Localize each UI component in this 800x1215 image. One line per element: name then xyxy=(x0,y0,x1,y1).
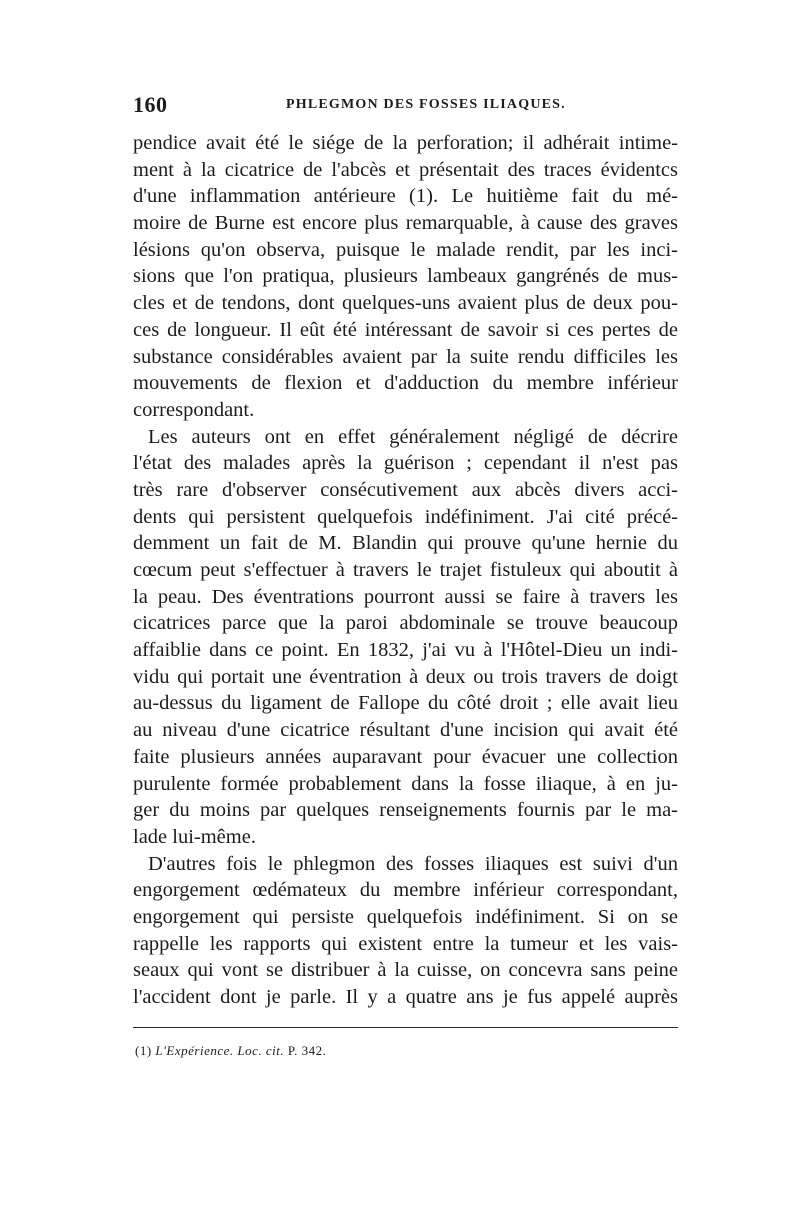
body-text xyxy=(133,130,678,1011)
text-line: pendice avait été le siége de la perforation; il adhérait intime- xyxy=(133,132,678,154)
text-line: engorgement qui persiste quelquefois indéfiniment. Si on se xyxy=(133,905,678,928)
text-line: purulente formée probablement dans la fosse iliaque, à en ju- xyxy=(133,772,678,795)
text-line: seaux qui vont se distribuer à la cuisse, on concevra sans peine xyxy=(133,959,678,982)
text-line: ces de longueur. Il eût été intéressant de savoir si ces pertes de xyxy=(133,318,678,341)
text-line: correspondant. xyxy=(133,398,255,421)
text-line: demment un fait de M. Blandin qui prouve qu'une hernie du xyxy=(133,532,678,555)
text-line: substance considérables avaient par la suite rendu difficiles les xyxy=(133,345,678,368)
text-line: lésions qu'on observa, puisque le malade rendit, par les inci- xyxy=(133,238,678,261)
footnote-source: L'Expérience. Loc. cit. xyxy=(155,1043,285,1058)
text-line: lade lui-même. xyxy=(133,825,256,848)
text-line: cles et de tendons, dont quelques-uns avaient plus de deux pou- xyxy=(133,292,678,315)
text-line: vidu qui portait une éventration à deux ou trois travers de doigt xyxy=(133,665,678,688)
footnote-page-ref: P. 342. xyxy=(287,1043,327,1058)
footnote xyxy=(135,1043,326,1059)
text-line: affaiblie dans ce point. En 1832, j'ai vu à l'Hôtel-Dieu un indi- xyxy=(133,639,678,662)
running-title: PHLEGMON DES FOSSES ILIAQUES. xyxy=(286,97,566,112)
footnote-rule xyxy=(133,1027,678,1028)
text-line: cœcum peut s'effectuer à travers le trajet fistuleux qui aboutit à xyxy=(133,559,678,581)
text-line: l'état des malades après la guérison ; cependant il n'est pas xyxy=(133,452,678,475)
running-head xyxy=(133,92,678,118)
text-line: ger du moins par quelques renseignements fournis par le ma- xyxy=(133,799,678,822)
text-line: moire de Burne est encore plus remarquable, à cause des graves xyxy=(133,212,678,235)
text-line: au-dessus du ligament de Fallope du côté droit ; elle avait lieu xyxy=(133,692,678,715)
text-line: au niveau d'une cicatrice résultant d'une incision qui avait été xyxy=(133,719,678,742)
text-line: rappelle les rapports qui existent entre la tumeur et les vais- xyxy=(133,932,678,955)
text-line: ment à la cicatrice de l'abcès et présentait des traces évidentcs xyxy=(133,158,678,181)
footnote-marker: (1) xyxy=(135,1043,152,1058)
text-line: sions que l'on pratiqua, plusieurs lambeaux gangrénés de mus- xyxy=(133,265,678,288)
text-line: cicatrices parce que la paroi abdominale se trouve beaucoup xyxy=(133,612,678,635)
text-line: très rare d'observer consécutivement aux abcès divers acci- xyxy=(133,478,678,501)
text-line: mouvements de flexion et d'adduction du membre inférieur xyxy=(133,372,678,395)
text-line: la peau. Des éventrations pourront aussi se faire à travers les xyxy=(133,585,678,608)
text-line: l'accident dont je parle. Il y a quatre ans je fus appelé auprès xyxy=(133,986,678,1008)
page-number: 160 xyxy=(133,92,168,117)
text-line: engorgement œdémateux du membre inférieur correspondant, xyxy=(133,879,678,902)
text-line: dents qui persistent quelquefois indéfiniment. J'ai cité précé- xyxy=(133,505,678,528)
text-line: d'une inflammation antérieure (1). Le huitième fait du mé- xyxy=(133,185,678,208)
text-line: faite plusieurs années auparavant pour évacuer une collection xyxy=(133,745,678,768)
text-line: D'autres fois le phlegmon des fosses iliaques est suivi d'un xyxy=(148,852,678,875)
text-line: Les auteurs ont en effet généralement négligé de décrire xyxy=(148,425,678,448)
